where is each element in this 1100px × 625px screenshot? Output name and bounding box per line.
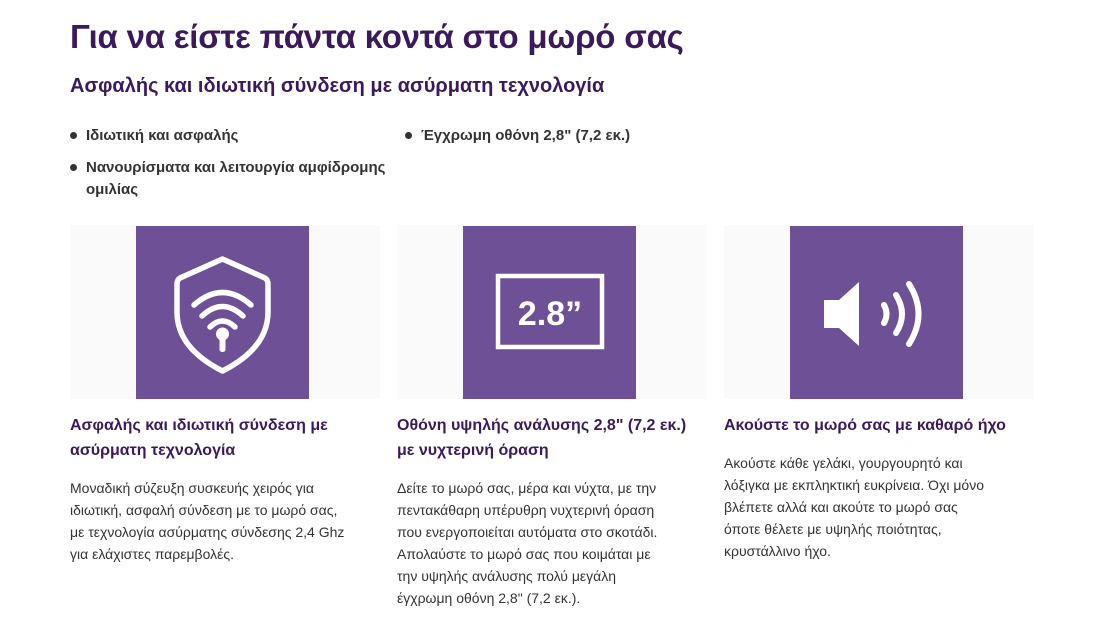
feature-secure-connection (70, 225, 380, 565)
feature-hd-screen (397, 225, 707, 609)
feature-title: Ακούστε το μωρό σας με καθαρό ήχο (724, 417, 1006, 434)
feature-title: Οθόνη υψηλής ανάλυσης 2,8" (7,2 εκ.) με νυχτερινή όραση (397, 417, 687, 459)
page-title: Για να είστε πάντα κοντά στο μωρό σας (70, 18, 684, 55)
bullet-text: Ιδιωτική και ασφαλής (86, 127, 239, 144)
bullet-dot-icon (405, 132, 412, 139)
page-subtitle: Ασφαλής και ιδιωτική σύνδεση με ασύρματη τεχνολογία (70, 75, 605, 97)
feature-image (397, 225, 707, 399)
bullet-item (70, 125, 400, 147)
shield-wifi-icon (136, 226, 309, 399)
screen-size-icon (463, 226, 636, 399)
feature-description: Δείτε το μωρό σας, μέρα και νύχτα, με την πεντακάθαρη υπέρυθρη νυχτερινή όραση που ενεργοποιείται αυτόματα στο σκοτάδι. Απολαύστε το μωρό σας που κοιμάται με την υψηλής ανάλυσης πολύ μεγάλη έγχρωμη οθόνη 2,8" (7,2 εκ.). (397, 480, 658, 606)
screen-size-label: 2.8” (517, 295, 583, 333)
feature-description: Ακούστε κάθε γελάκι, γουργουρητό και λόξιγκα με εκπληκτική ευκρίνεια. Όχι μόνο βλέπετε αλλά και ακούτε το μωρό σας όποτε θέλετε με υψηλής ποιότητας, κρυστάλλινο ήχο. (724, 455, 984, 559)
feature-description: Μοναδική σύζευξη συσκευής χειρός για ιδιωτική, ασφαλή σύνδεση με το μωρό σας, με τεχνολογία ασύρματης σύνδεσης 2,4 Ghz για ελάχιστες παρεμβολές. (70, 480, 345, 562)
bullet-dot-icon (70, 164, 77, 171)
bullet-text: Νανουρίσματα και λειτουργία αμφίδρομης ομιλίας (86, 159, 386, 198)
speaker-sound-icon (790, 226, 963, 399)
bullet-text: Έγχρωμη οθόνη 2,8" (7,2 εκ.) (421, 127, 631, 144)
feature-image (724, 225, 1034, 399)
feature-image (70, 225, 380, 399)
bullet-dot-icon (70, 132, 77, 139)
bullet-item (70, 157, 400, 201)
bullet-item (405, 125, 725, 147)
feature-title: Ασφαλής και ιδιωτική σύνδεση με ασύρματη τεχνολογία (70, 417, 328, 459)
feature-bullet-list-left (70, 125, 400, 211)
feature-bullet-list-right (405, 125, 725, 157)
feature-clear-sound (724, 225, 1034, 562)
